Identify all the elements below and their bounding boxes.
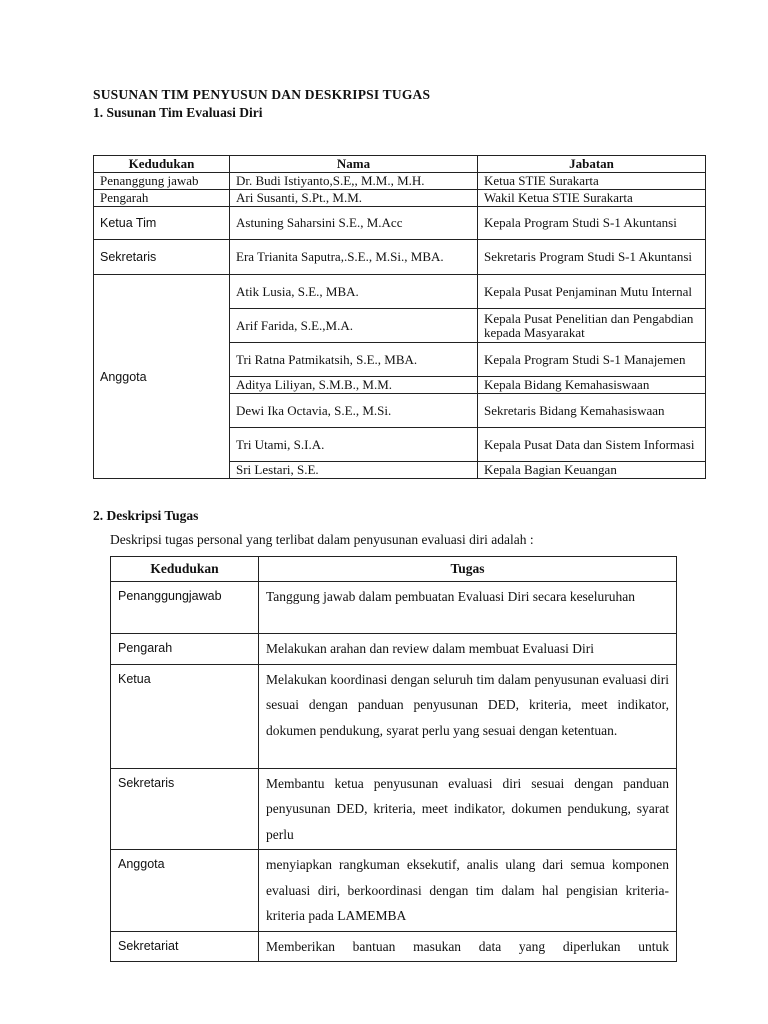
nama-cell: Aditya Liliyan, S.M.B., M.M. — [230, 377, 478, 394]
table-row — [94, 275, 706, 309]
nama-cell: Arif Farida, S.E.,M.A. — [230, 309, 478, 343]
jabatan-cell: Wakil Ketua STIE Surakarta — [478, 190, 706, 207]
table-row — [111, 634, 677, 665]
nama-cell: Atik Lusia, S.E., MBA. — [230, 275, 478, 309]
tugas-cell: Memberikan bantuan masukan data yang diperlukan untuk — [259, 931, 677, 962]
kedudukan-cell: Penanggung jawab — [94, 173, 230, 190]
table-row — [111, 768, 677, 850]
duties-table-header — [111, 557, 677, 582]
kedudukan-cell: Ketua — [111, 664, 259, 768]
column-header-tugas: Tugas — [259, 557, 677, 582]
table-row — [111, 850, 677, 932]
jabatan-cell: Sekretaris Bidang Kemahasiswaan — [478, 394, 706, 428]
nama-cell: Dr. Budi Istiyanto,S.E,, M.M., M.H. — [230, 173, 478, 190]
jabatan-cell: Kepala Pusat Data dan Sistem Informasi — [478, 428, 706, 462]
kedudukan-cell: Sekretaris — [111, 768, 259, 850]
jabatan-cell: Ketua STIE Surakarta — [478, 173, 706, 190]
nama-cell: Ari Susanti, S.Pt., M.M. — [230, 190, 478, 207]
kedudukan-cell: Penanggungjawab — [111, 582, 259, 634]
table-row — [94, 207, 706, 240]
column-header-kedudukan: Kedudukan — [111, 557, 259, 582]
jabatan-cell: Kepala Pusat Penjaminan Mutu Internal — [478, 275, 706, 309]
kedudukan-cell: Pengarah — [94, 190, 230, 207]
tugas-cell: Melakukan koordinasi dengan seluruh tim dalam penyusunan evaluasi diri sesuai dengan panduan penyusunan DED, kriteria, meet indikator, dokumen pendukung, syarat perlu yang sesuai dengan ketentuan. — [259, 664, 677, 768]
section-2-title: 2. Deskripsi Tugas — [93, 508, 199, 523]
document-title: SUSUNAN TIM PENYUSUN DAN DESKRIPSI TUGAS — [93, 87, 431, 102]
jabatan-cell: Sekretaris Program Studi S-1 Akuntansi — [478, 240, 706, 275]
duties-table — [110, 556, 677, 962]
jabatan-cell: Kepala Bagian Keuangan — [478, 462, 706, 479]
nama-cell: Era Trianita Saputra,.S.E., M.Si., MBA. — [230, 240, 478, 275]
section-2-intro: Deskripsi tugas personal yang terlibat dalam penyusunan evaluasi diri adalah : — [110, 532, 534, 547]
kedudukan-cell: Sekretaris — [94, 240, 230, 275]
table-row — [94, 190, 706, 207]
nama-cell: Astuning Saharsini S.E., M.Acc — [230, 207, 478, 240]
table-row — [94, 240, 706, 275]
anggota-cell: Anggota — [94, 275, 230, 479]
nama-cell: Dewi Ika Octavia, S.E., M.Si. — [230, 394, 478, 428]
section-1-title: 1. Susunan Tim Evaluasi Diri — [93, 105, 263, 120]
jabatan-cell: Kepala Program Studi S-1 Akuntansi — [478, 207, 706, 240]
table-row — [111, 931, 677, 962]
kedudukan-cell: Ketua Tim — [94, 207, 230, 240]
table-row — [94, 173, 706, 190]
nama-cell: Sri Lestari, S.E. — [230, 462, 478, 479]
table-row — [111, 664, 677, 768]
tugas-cell: Tanggung jawab dalam pembuatan Evaluasi Diri secara keseluruhan — [259, 582, 677, 634]
column-header-nama: Nama — [230, 156, 478, 173]
nama-cell: Tri Ratna Patmikatsih, S.E., MBA. — [230, 343, 478, 377]
tugas-cell: Membantu ketua penyusunan evaluasi diri sesuai dengan panduan penyusunan DED, kriteria, meet indikator, dokumen pendukung, syarat perlu — [259, 768, 677, 850]
jabatan-cell: Kepala Program Studi S-1 Manajemen — [478, 343, 706, 377]
kedudukan-cell: Anggota — [111, 850, 259, 932]
column-header-kedudukan: Kedudukan — [94, 156, 230, 173]
jabatan-cell: Kepala Bidang Kemahasiswaan — [478, 377, 706, 394]
table-row — [111, 582, 677, 634]
column-header-jabatan: Jabatan — [478, 156, 706, 173]
nama-cell: Tri Utami, S.I.A. — [230, 428, 478, 462]
kedudukan-cell: Sekretariat — [111, 931, 259, 962]
jabatan-cell: Kepala Pusat Penelitian dan Pengabdian kepada Masyarakat — [478, 309, 706, 343]
team-table — [93, 155, 706, 479]
team-table-header — [94, 156, 706, 173]
tugas-cell: menyiapkan rangkuman eksekutif, analis ulang dari semua komponen evaluasi diri, berkoordinasi dengan tim dalam hal pengisian kriteria-kriteria pada LAMEMBA — [259, 850, 677, 932]
kedudukan-cell: Pengarah — [111, 634, 259, 665]
tugas-cell: Melakukan arahan dan review dalam membuat Evaluasi Diri — [259, 634, 677, 665]
